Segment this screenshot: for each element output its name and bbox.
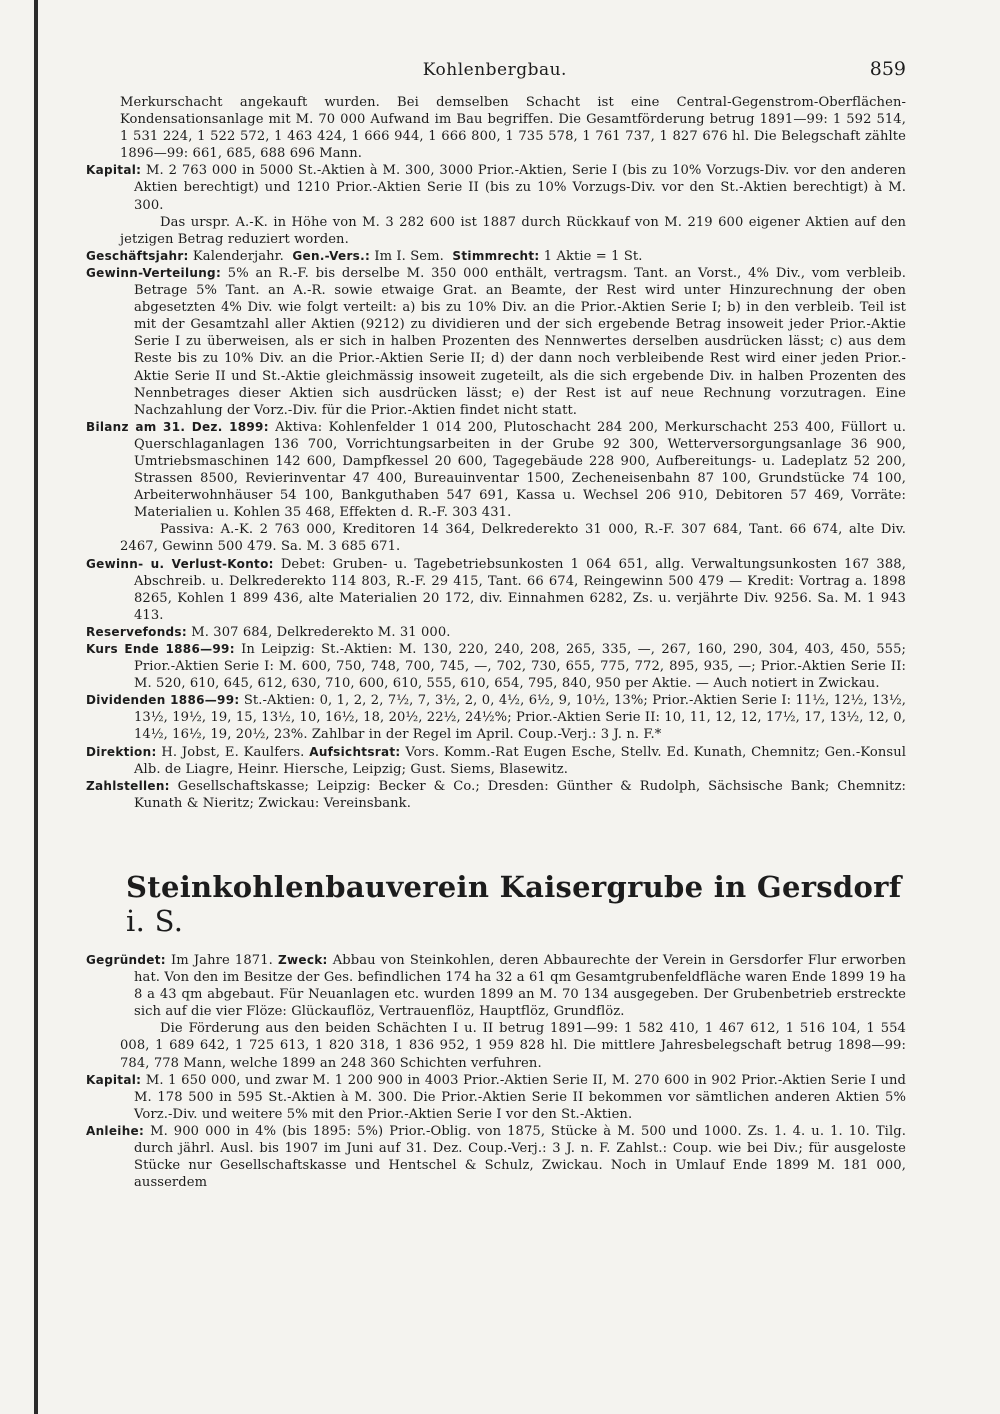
bilanz-aktiva: Aktiva: Kohlenfelder 1 014 200, Plutoschacht 284 200, Merkurschacht 253 400, Füllort u. Querschlaganlagen 136 700, Vorrichtungsarbeiten in der Grube 92 300, Wetterversorgungsanlage 36 900, Umtriebsmaschinen 142 600, Dampfkessel 20 600, Tagegebäude 228 900, Aufbereitungs- u. Ladeplatz 52 200, Strassen 8500, Revierinventar 47 400, Bureauinventar 1500, Zecheneisenbahn 87 100, Grundstücke 74 100, Arbeiterwohnhäuser 54 100, Bankguthaben 547 691, Kassa u. Wechsel 206 910, Debitoren 57 469, Vorräte: Materialien u. Kohlen 35 468, Effekten d. R.-F. 303 431. (134, 419, 907, 521)
kapital2-entry (86, 1072, 906, 1123)
anleihe-label: Anleihe: (86, 1123, 145, 1138)
dividenden-entry (86, 692, 906, 743)
kapital2-label: Kapital: (86, 1072, 142, 1087)
geschaeftsjahr-text: Kalenderjahr. (192, 248, 284, 264)
kurs-text: In Leipzig: St.-Aktien: M. 130, 220, 240, 208, 265, 335, —, 267, 160, 290, 304, 403, 450, 555; Prior.-Aktien Serie I: M. 600, 750, 748, 700, 745, —, 702, 730, 655, 775, 772, 895, 935, —; Prior.-Aktien Serie II: M. 520, 610, 645, 612, 630, 710, 600, 610, 555, 610, 654, 795, 840, 950 per Aktie. — Auch notiert in Zwickau. (134, 642, 907, 692)
intro-paragraph: Merkurschacht angekauft wurden. Bei demselben Schacht ist eine Central-Gegenstrom-Oberflächen-Kondensationsanlage mit M. 70 000 Aufwand im Bau begriffen. Die Gesamtförderung betrug 1891—99: 1 592 514, 1 531 224, 1 522 572, 1 463 424, 1 666 944, 1 666 800, 1 735 578, 1 761 737, 1 827 676 hl. Die Belegschaft zählte 1896—99: 661, 685, 688 696 Mann. (120, 95, 906, 162)
anleihe-entry (86, 1123, 906, 1191)
stimmrecht-label: Stimmrecht: (452, 248, 540, 263)
bilanz-entry (86, 419, 907, 522)
gewinn-verteilung-entry (86, 265, 907, 419)
direktion-entry (86, 744, 907, 778)
running-header (120, 58, 906, 80)
aufsichtsrat-text: Vors. Komm.-Rat Eugen Esche, Stellv. Ed. Kunath, Chemnitz; Gen.-Konsul Alb. de Liagre, Heinr. Hiersche, Leipzig; Gust. Siems, Blasewitz. (134, 744, 907, 777)
genvers-text: Im I. Sem. (374, 248, 444, 264)
book-spine-edge (34, 0, 38, 1414)
anleihe-text: M. 900 000 in 4% (bis 1895: 5%) Prior.-Oblig. von 1875, Stücke à M. 500 und 1000. Zs. 1. 4. u. 1. 10. Tilg. durch jährl. Ausl. bis 1907 im Juni auf 31. Dez. Coup.-Verj.: 3 J. n. F. Zahlst.: Coup. wie bei Div.; für ausgeloste Stücke nur Gesellschaftskasse und Hentschel & Schulz, Zwickau. Noch in Umlauf Ende 1899 M. 181 000, ausserdem (134, 1123, 906, 1191)
direktion-label: Direktion: (86, 744, 157, 759)
gewinn-text: 5% an R.-F. bis derselbe M. 350 000 enthält, vertragsm. Tant. an Vorst., 4% Div., vom verbleib. Betrage 5% Tant. an A.-R. sowie etwaige Grat. an Beamte, der Rest wird unter Hinzurechnung der oben abgesetzten 4% Div. wie folgt verteilt: a) bis zu 10% Div. an die Prior.-Aktien Serie I; b) in den verbleib. Teil ist mit der Gesamtzahl aller Aktien (9212) zu dividieren und der sich ergebende Betrag insoweit jeder Prior.-Aktie Serie I zu überweisen, als er sich in halben Prozenten des Nennwertes derselben ausdrücken lässt; c) aus dem Reste bis zu 10% Div. an die Prior.-Aktien Serie II; d) der dann noch verbleibende Rest wird einer jeden Prior.-Aktie Serie II und St.-Aktie gleichmässig insoweit zugeteilt, als die sich ergebende Div. in halben Prozenten des Nennbetrages dieser Aktien sich ausdrücken lässt; e) der Rest ist auf neue Rechnung vorzutragen. Eine Nachzahlung der Vorz.-Div. für die Prior.-Aktien findet nicht statt. (134, 265, 907, 418)
dividenden-text: St.-Aktien: 0, 1, 2, 2, 7½, 7, 3½, 2, 0, 4½, 6½, 9, 10½, 13%; Prior.-Aktien Serie I: 11½, 12½, 13½, 13½, 19½, 19, 15, 13½, 10, 16½, 18, 20½, 22½, 24½%; Prior.-Aktien Serie II: 10, 11, 12, 12, 17½, 17, 13½, 12, 0, 14½, 16½, 19, 20½, 23%. Zahlbar in der Regel im April. Coup.-Verj.: 3 J. n. F.* (134, 693, 906, 743)
kapital2-text: M. 1 650 000, und zwar M. 1 200 900 in 4003 Prior.-Aktien Serie II, M. 270 600 in 902 Prior.-Aktien Serie I und M. 178 500 in 595 St.-Aktien à M. 300. Die Prior.-Aktien Serie II bekommen vor sämtlichen anderen Aktien 5% Vorz.-Div. und weitere 5% mit den Prior.-Aktien Serie I vor den St.-Aktien. (134, 1072, 906, 1122)
kapital-text: M. 2 763 000 in 5000 St.-Aktien à M. 300, 3000 Prior.-Aktien, Serie I (bis zu 10% Vorzugs-Div. vor den anderen Aktien berechtigt) und 1210 Prior.-Aktien Serie II (bis zu 10% Vorzugs-Div. vor den St.-Aktien berechtigt) à M. 300. (134, 163, 906, 213)
reserve-text: M. 307 684, Delkrederekto M. 31 000. (191, 624, 451, 640)
genvers-label: Gen.-Vers.: (292, 248, 371, 263)
stimmrecht-text: 1 Aktie = 1 St. (543, 248, 643, 264)
reservefonds-entry (86, 624, 906, 641)
company-heading-suffix: i. S. (126, 903, 184, 938)
guv-entry (86, 556, 906, 624)
bilanz-label: Bilanz am 31. Dez. 1899: (86, 419, 269, 434)
company-heading-name: Steinkohlenbauverein Kaisergrube in Gersdorf (126, 869, 902, 904)
zahlstellen-label: Zahlstellen: (86, 778, 170, 793)
bilanz-passiva: Passiva: A.-K. 2 763 000, Kreditoren 14 364, Delkrederekto 31 000, R.-F. 307 684, Tant. 66 674, alte Div. 2467, Gewinn 500 479. Sa. M. 3 685 671. (120, 522, 906, 555)
foerderung-paragraph: Die Förderung aus den beiden Schächten I u. II betrug 1891—99: 1 582 410, 1 467 612, 1 516 104, 1 554 008, 1 689 642, 1 725 613, 1 820 318, 1 836 952, 1 959 828 hl. Die mittlere Jahresbelegschaft betrug 1898—99: 784, 778 Mann, welche 1899 an 248 360 Schichten verfuhren. (120, 1021, 906, 1071)
geschaeftsjahr-label: Geschäftsjahr: (86, 248, 189, 263)
zweck-text: Abbau von Steinkohlen, deren Abbaurechte der Verein in Gersdorfer Flur erworben hat. Von den im Besitze der Ges. befindlichen 174 ha 32 a 61 qm Gesamtgrubenfeldfläche waren Ende 1899 19 ha 8 a 43 qm abgebaut. Für Neuanlagen etc. wurden 1899 an M. 70 134 ausgegeben. Der Grubenbetrieb erstreckte sich auf die vier Flöze: Glückauflöz, Vertrauenflöz, Hauptflöz, Grundflöz. (134, 952, 906, 1020)
zahlstellen-entry (86, 778, 906, 812)
dividenden-label: Dividenden 1886—99: (86, 693, 240, 708)
page-number: 859 (869, 58, 906, 80)
guv-label: Gewinn- u. Verlust-Konto: (86, 556, 274, 571)
gewinn-label: Gewinn-Verteilung: (86, 265, 222, 280)
kapital-note: Das urspr. A.-K. in Höhe von M. 3 282 600 ist 1887 durch Rückkauf von M. 219 600 eigener Aktien auf den jetzigen Betrag reduziert worden. (120, 214, 906, 247)
gegruendet-text: Im Jahre 1871. (170, 952, 273, 968)
company-heading (126, 870, 906, 938)
kurs-entry (86, 641, 907, 692)
aufsichtsrat-label: Aufsichtsrat: (309, 744, 401, 759)
direktion-text: H. Jobst, E. Kaulfers. (161, 744, 305, 760)
guv-text: Debet: Gruben- u. Tagebetriebsunkosten 1 064 651, allg. Verwaltungsunkosten 167 388, Abschreib. u. Delkrederekto 114 803, R.-F. 29 415, Tant. 66 674, Reingewinn 500 479 — Kredit: Vortrag a. 1898 8265, Kohlen 1 899 436, alte Materialien 20 172, div. Einnahmen 6282, Zs. u. verjährte Div. 9256. Sa. M. 1 943 413. (134, 556, 906, 623)
header-title: Kohlenbergbau. (422, 60, 567, 80)
gegruendet-label: Gegründet: (86, 952, 166, 967)
zweck-label: Zweck: (278, 952, 328, 967)
geschaeftsjahr-entry (86, 248, 906, 265)
reserve-label: Reservefonds: (86, 624, 187, 639)
document-page (86, 58, 907, 1191)
kapital-label: Kapital: (86, 163, 142, 178)
gegruendet-entry (86, 952, 906, 1020)
kurs-label: Kurs Ende 1886—99: (86, 642, 235, 656)
kapital-entry (86, 162, 906, 213)
zahlstellen-text: Gesellschaftskasse; Leipzig: Becker & Co.; Dresden: Günther & Rudolph, Sächsische Bank; Chemnitz: Kunath & Nieritz; Zwickau: Vereinsbank. (134, 778, 906, 811)
